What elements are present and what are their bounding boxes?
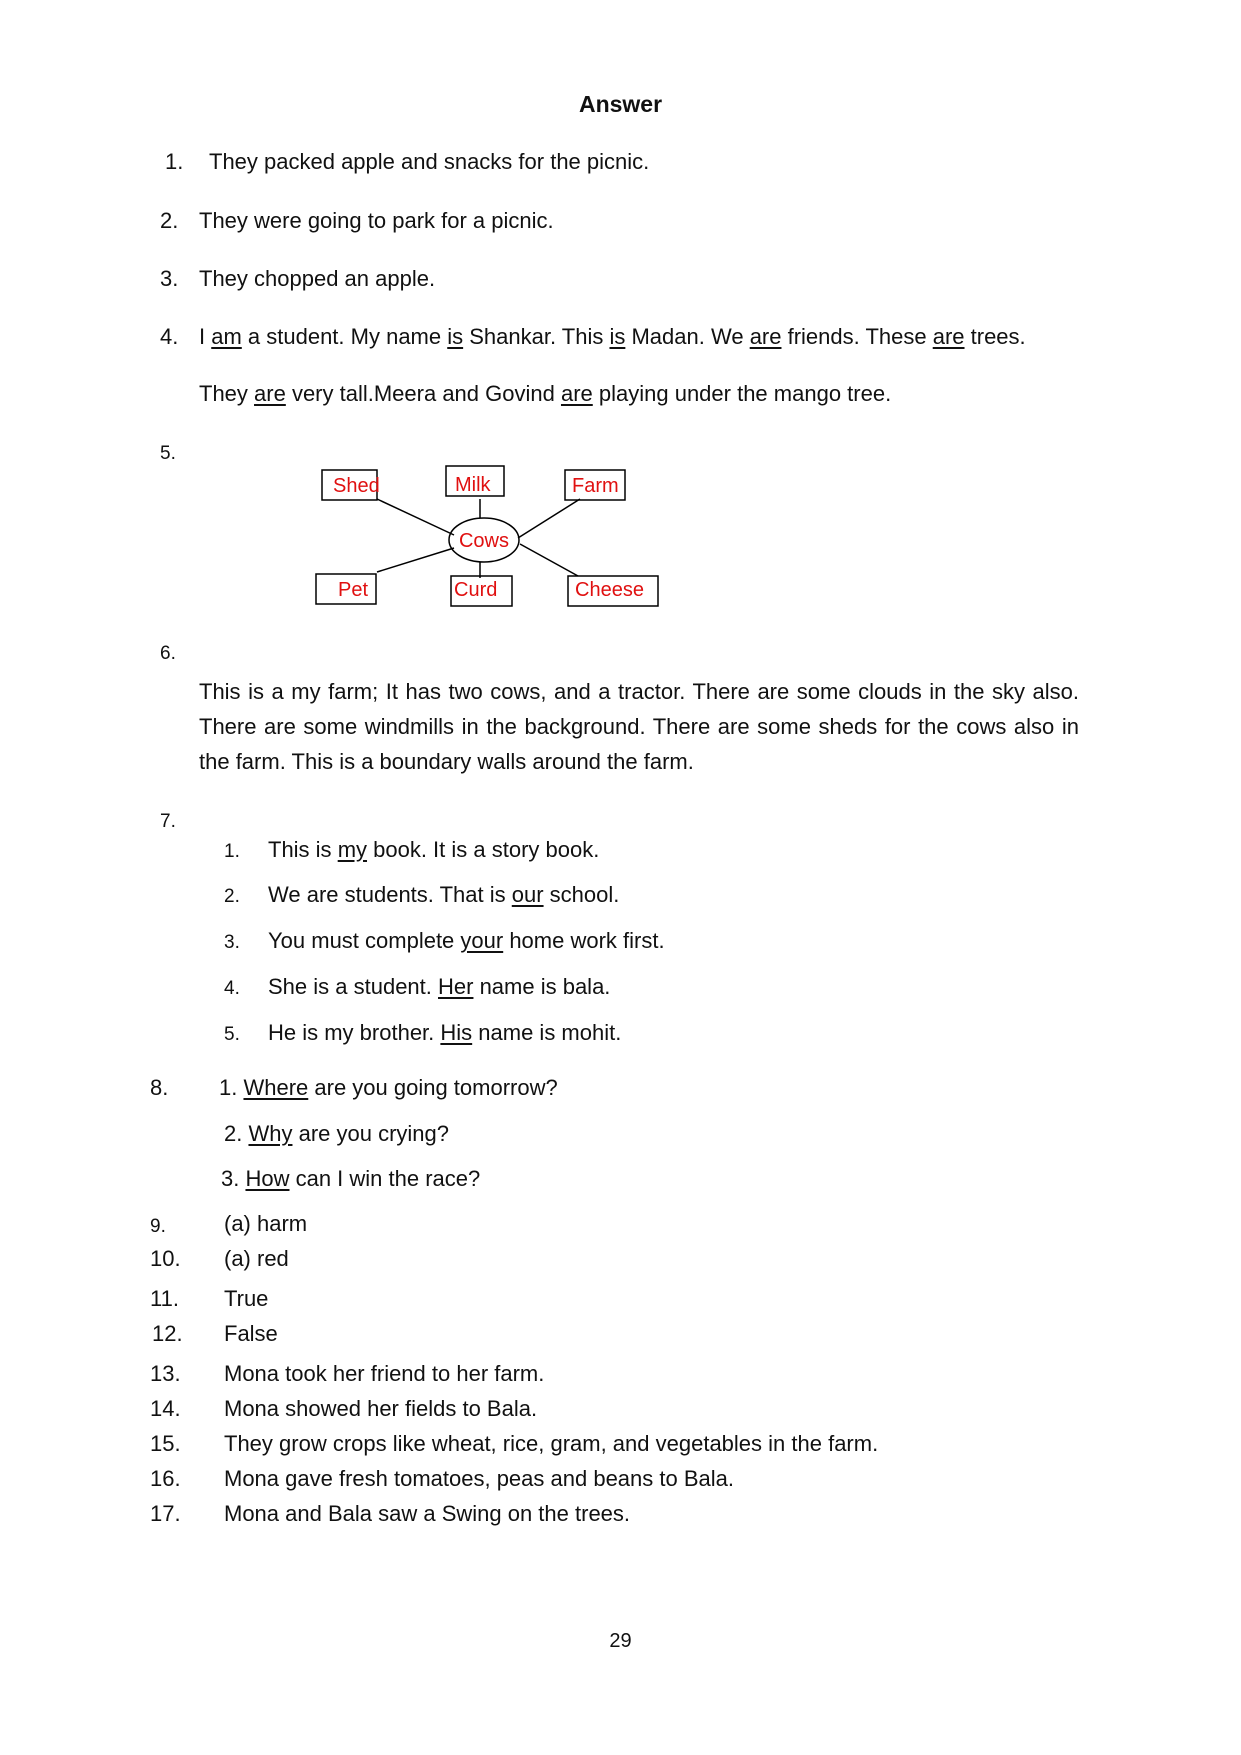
- node-curd: Curd: [454, 579, 498, 601]
- q7-item-number: 3.: [224, 932, 240, 953]
- q8-number: 8.: [150, 1075, 169, 1100]
- q7-item-number: 4.: [224, 978, 240, 999]
- word-web-diagram: [310, 460, 670, 620]
- q15-number: 15.: [150, 1431, 181, 1456]
- q10-answer: (a) red: [224, 1246, 289, 1271]
- q7-item: We are students. That is our school.: [268, 882, 620, 907]
- q3-answer: They chopped an apple.: [199, 266, 436, 291]
- q6-paragraph: This is a my farm; It has two cows, and a tractor. There are some clouds in the sky also. There are some windmills in the background. There are some sheds for the cows also in the farm. This is a boundary walls around the farm.: [199, 679, 1079, 774]
- page-title: Answer: [578, 91, 663, 117]
- q2-answer: They were going to park for a picnic.: [199, 208, 554, 233]
- q11-number: 11.: [150, 1286, 179, 1311]
- q1-number: 1.: [165, 149, 184, 174]
- node-cows: Cows: [458, 530, 510, 552]
- q2-number: 2.: [160, 208, 179, 233]
- q8-item: 2. Why are you crying?: [224, 1121, 449, 1146]
- q7-item: This is my book. It is a story book.: [268, 837, 600, 862]
- q17-number: 17.: [150, 1501, 181, 1526]
- q6-number: 6.: [160, 643, 176, 664]
- connector-farm: [518, 499, 580, 538]
- q5-number: 5.: [160, 443, 176, 464]
- q4-number: 4.: [160, 324, 179, 349]
- node-milk: Milk: [455, 474, 491, 496]
- q10-number: 10.: [150, 1246, 181, 1271]
- q4-line-2: They are very tall.Meera and Govind are playing under the mango tree.: [199, 381, 892, 406]
- q12-number: 12.: [152, 1321, 183, 1346]
- q7-item-number: 2.: [224, 886, 240, 907]
- node-shed: Shed: [333, 475, 380, 497]
- q17-answer: Mona and Bala saw a Swing on the trees.: [224, 1501, 631, 1526]
- q13-answer: Mona took her friend to her farm.: [224, 1361, 545, 1386]
- q11-answer: True: [224, 1286, 269, 1311]
- q14-number: 14.: [150, 1396, 181, 1421]
- q7-item-number: 1.: [224, 841, 240, 862]
- q1-answer: They packed apple and snacks for the picnic.: [209, 149, 650, 174]
- q3-number: 3.: [160, 266, 179, 291]
- node-pet: Pet: [338, 579, 369, 601]
- q8-item: 3. How can I win the race?: [221, 1166, 481, 1191]
- q9-answer: (a) harm: [224, 1211, 308, 1236]
- q7-item: He is my brother. His name is mohit.: [268, 1020, 622, 1045]
- node-farm: Farm: [572, 475, 619, 497]
- q16-number: 16.: [150, 1466, 181, 1491]
- page-number: 29: [609, 1630, 632, 1652]
- q7-number: 7.: [160, 811, 176, 832]
- q12-answer: False: [224, 1321, 278, 1346]
- q13-number: 13.: [150, 1361, 181, 1386]
- connector-shed: [377, 499, 454, 535]
- q8-item: 1. Where are you going tomorrow?: [219, 1075, 558, 1100]
- q7-item-number: 5.: [224, 1024, 240, 1045]
- connector-cheese: [520, 544, 578, 576]
- q4-line-1: I am a student. My name is Shankar. This is Madan. We are friends. These are trees.: [199, 324, 1026, 349]
- q7-item: You must complete your home work first.: [268, 928, 665, 953]
- q14-answer: Mona showed her fields to Bala.: [224, 1396, 538, 1421]
- connector-pet: [377, 548, 454, 572]
- q16-answer: Mona gave fresh tomatoes, peas and beans to Bala.: [224, 1466, 734, 1491]
- q15-answer: They grow crops like wheat, rice, gram, and vegetables in the farm.: [224, 1431, 879, 1456]
- node-cheese: Cheese: [575, 579, 644, 601]
- q7-item: She is a student. Her name is bala.: [268, 974, 611, 999]
- q9-number: 9.: [150, 1216, 166, 1237]
